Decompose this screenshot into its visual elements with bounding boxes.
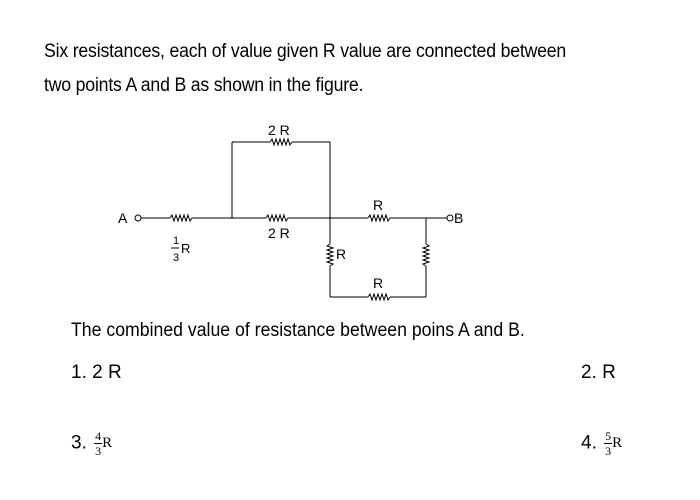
resistor-a-label-sym: R: [181, 241, 191, 256]
option-number: 3.: [71, 432, 87, 454]
option-symbol: R: [102, 435, 113, 451]
option-4[interactable]: [581, 430, 622, 457]
resistor-mid-2r: [266, 215, 288, 221]
sub-question: The combined value of resistance between poins A and B.: [71, 320, 525, 341]
option-fraction: [604, 430, 612, 457]
resistor-vertical-label: R: [336, 246, 347, 262]
option-3[interactable]: [71, 430, 112, 457]
node-b-label: B: [454, 210, 464, 226]
resistor-right-label: R: [373, 197, 384, 213]
terminal-a: [135, 215, 141, 221]
option-number: 4.: [581, 432, 597, 454]
fraction-numerator: 5: [605, 429, 612, 443]
option-text: R: [602, 362, 616, 383]
resistor-right-r: [368, 215, 390, 221]
resistor-right-vertical: [423, 244, 429, 266]
question-line-2: two points A and B as shown in the figure.: [44, 75, 364, 96]
fraction-denominator: 3: [605, 444, 612, 458]
resistor-top-label: 2 R: [268, 122, 290, 138]
node-a-label: A: [118, 210, 128, 226]
resistor-a-label-num: 1: [173, 235, 180, 247]
option-number: 2.: [581, 362, 597, 383]
option-fraction: [94, 430, 102, 457]
option-1[interactable]: [71, 362, 122, 384]
question-line-1: Six resistances, each of value given R value are connected between: [44, 41, 567, 62]
resistor-top-2r: [270, 139, 292, 145]
terminal-b: [447, 215, 453, 221]
option-text: 2 R: [92, 362, 122, 383]
resistor-vertical-r: [327, 244, 333, 266]
fraction-numerator: 4: [95, 429, 102, 443]
option-2[interactable]: [581, 362, 616, 384]
option-symbol: R: [612, 435, 623, 451]
resistor-bottom-r: [368, 294, 390, 300]
option-number: 1.: [71, 362, 87, 383]
resistor-mid-label: 2 R: [268, 225, 290, 241]
fraction-denominator: 3: [95, 444, 102, 458]
resistor-third-r: [170, 215, 192, 221]
resistor-bottom-label: R: [373, 275, 384, 291]
resistor-a-label-den: 3: [173, 252, 180, 264]
